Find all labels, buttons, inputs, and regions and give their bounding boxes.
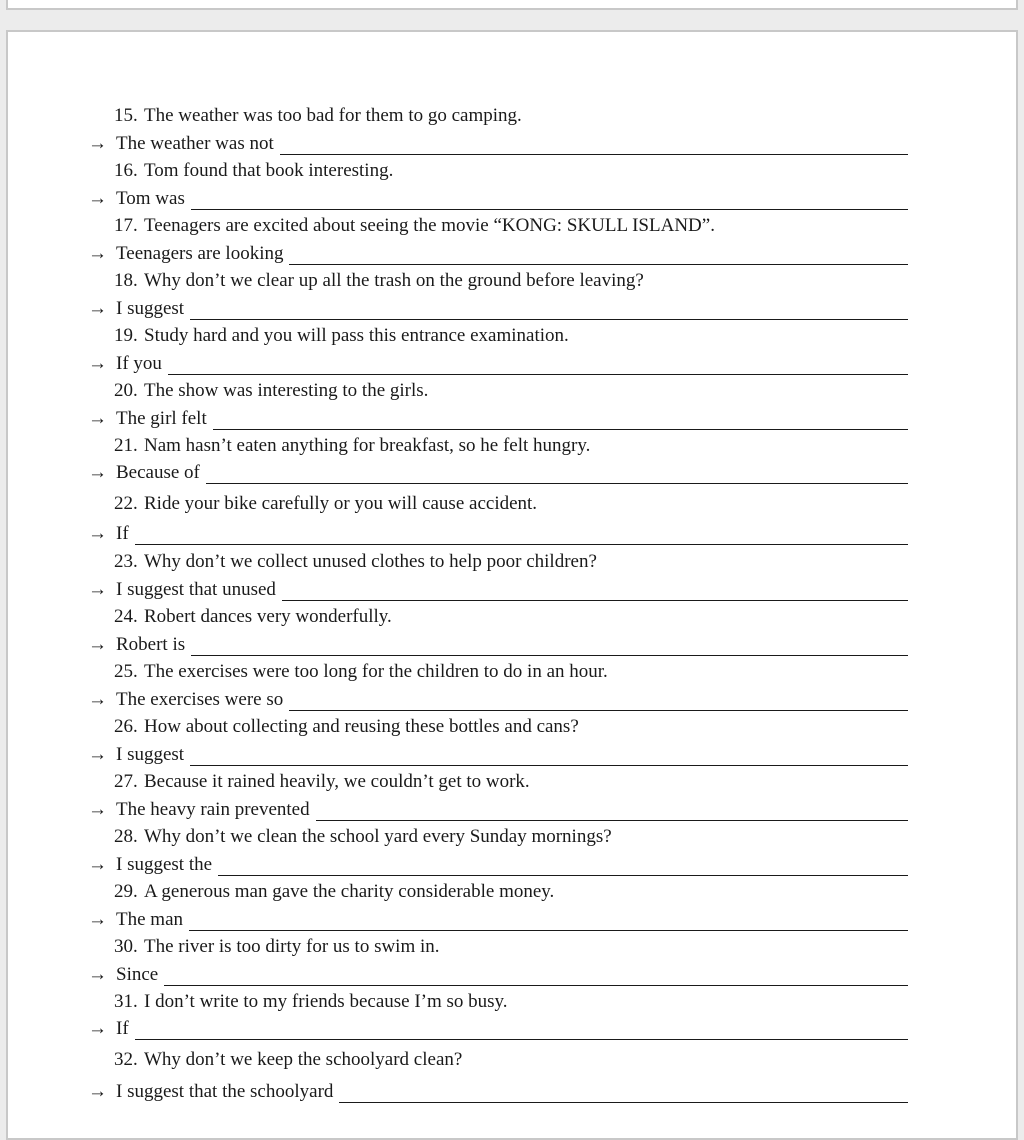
answer-blank[interactable] xyxy=(289,246,908,265)
answer-blank[interactable] xyxy=(164,967,908,986)
answer-blank[interactable] xyxy=(282,582,908,601)
question-number: 28. xyxy=(114,826,138,847)
question-line xyxy=(114,270,644,292)
answer-stem: I suggest that unused xyxy=(116,579,276,600)
answer-blank[interactable] xyxy=(289,692,908,711)
question-text: The weather was too bad for them to go camping. xyxy=(144,105,522,126)
arrow-icon: → xyxy=(88,1018,107,1039)
arrow-icon: → xyxy=(88,462,107,483)
answer-stem: The weather was not xyxy=(116,133,274,154)
question-text: Ride your bike carefully or you will cause accident. xyxy=(144,493,538,514)
question-number: 32. xyxy=(114,1049,138,1070)
answer-line xyxy=(88,188,908,210)
question-text: The show was interesting to the girls. xyxy=(144,380,429,401)
question-text: Tom found that book interesting. xyxy=(144,160,394,181)
answer-line xyxy=(88,462,908,484)
answer-blank[interactable] xyxy=(191,637,908,656)
question-text: A generous man gave the charity considerable money. xyxy=(144,881,555,902)
arrow-icon: → xyxy=(88,188,107,209)
question-text: Robert dances very wonderfully. xyxy=(144,606,392,627)
question-text: I don’t write to my friends because I’m so busy. xyxy=(144,991,508,1012)
question-line xyxy=(114,881,554,903)
question-line xyxy=(114,380,428,402)
question-number: 22. xyxy=(114,493,138,514)
document-page xyxy=(6,30,1018,1140)
answer-blank[interactable] xyxy=(339,1084,908,1103)
question-number: 20. xyxy=(114,380,138,401)
answer-blank[interactable] xyxy=(190,301,908,320)
question-number: 17. xyxy=(114,215,138,236)
question-number: 24. xyxy=(114,606,138,627)
question-number: 21. xyxy=(114,435,138,456)
answer-line xyxy=(88,854,908,876)
arrow-icon: → xyxy=(88,133,107,154)
question-text: Nam hasn’t eaten anything for breakfast, so he felt hungry. xyxy=(144,435,591,456)
answer-line xyxy=(88,744,908,766)
arrow-icon: → xyxy=(88,408,107,429)
question-line xyxy=(114,160,393,182)
question-line xyxy=(114,1049,462,1071)
question-text: Why don’t we clean the school yard every Sunday mornings? xyxy=(144,826,612,847)
question-line xyxy=(114,826,612,848)
answer-stem: If xyxy=(116,523,129,544)
answer-stem: I suggest xyxy=(116,744,185,765)
answer-line xyxy=(88,133,908,155)
question-number: 15. xyxy=(114,105,138,126)
answer-line xyxy=(88,523,908,545)
question-number: 19. xyxy=(114,325,138,346)
arrow-icon: → xyxy=(88,964,107,985)
question-text: Teenagers are excited about seeing the movie “KONG: SKULL ISLAND”. xyxy=(144,215,715,236)
answer-line xyxy=(88,408,908,430)
arrow-icon: → xyxy=(88,744,107,765)
answer-stem: The man xyxy=(116,909,184,930)
arrow-icon: → xyxy=(88,799,107,820)
answer-stem: Robert is xyxy=(116,634,186,655)
arrow-icon: → xyxy=(88,353,107,374)
question-line xyxy=(114,435,590,457)
answer-stem: If you xyxy=(116,353,162,374)
question-text: Why don’t we clear up all the trash on the ground before leaving? xyxy=(144,270,644,291)
answer-line xyxy=(88,909,908,931)
question-number: 18. xyxy=(114,270,138,291)
answer-blank[interactable] xyxy=(316,802,908,821)
question-text: Why don’t we collect unused clothes to help poor children? xyxy=(144,551,597,572)
answer-stem: Teenagers are looking xyxy=(116,243,284,264)
question-text: The river is too dirty for us to swim in. xyxy=(144,936,440,957)
question-text: The exercises were too long for the children to do in an hour. xyxy=(144,661,608,682)
arrow-icon: → xyxy=(88,579,107,600)
answer-line xyxy=(88,579,908,601)
question-line xyxy=(114,771,530,793)
question-number: 29. xyxy=(114,881,138,902)
arrow-icon: → xyxy=(88,1081,107,1102)
answer-blank[interactable] xyxy=(191,191,908,210)
arrow-icon: → xyxy=(88,523,107,544)
answer-blank[interactable] xyxy=(218,857,908,876)
answer-line xyxy=(88,353,908,375)
answer-blank[interactable] xyxy=(206,465,908,484)
question-line xyxy=(114,493,537,515)
question-number: 26. xyxy=(114,716,138,737)
answer-stem: Tom was xyxy=(116,188,185,209)
answer-stem: Because of xyxy=(116,462,200,483)
question-number: 23. xyxy=(114,551,138,572)
answer-stem: The girl felt xyxy=(116,408,207,429)
answer-stem: I suggest the xyxy=(116,854,213,875)
question-number: 16. xyxy=(114,160,138,181)
answer-blank[interactable] xyxy=(135,1021,908,1040)
question-line xyxy=(114,325,569,347)
answer-stem: The heavy rain prevented xyxy=(116,799,310,820)
arrow-icon: → xyxy=(88,689,107,710)
question-number: 30. xyxy=(114,936,138,957)
answer-line xyxy=(88,1018,908,1040)
question-text: Why don’t we keep the schoolyard clean? xyxy=(144,1049,463,1070)
answer-line xyxy=(88,1081,908,1103)
answer-line xyxy=(88,799,908,821)
arrow-icon: → xyxy=(88,634,107,655)
answer-blank[interactable] xyxy=(280,136,908,155)
question-number: 25. xyxy=(114,661,138,682)
question-text: Study hard and you will pass this entrance examination. xyxy=(144,325,569,346)
question-line xyxy=(114,991,508,1013)
question-line xyxy=(114,105,522,127)
answer-stem: The exercises were so xyxy=(116,689,284,710)
question-text: How about collecting and reusing these bottles and cans? xyxy=(144,716,579,737)
answer-blank[interactable] xyxy=(213,411,908,430)
answer-line xyxy=(88,634,908,656)
question-line xyxy=(114,716,579,738)
question-line xyxy=(114,936,440,958)
question-text: Because it rained heavily, we couldn’t get to work. xyxy=(144,771,530,792)
question-line xyxy=(114,661,608,683)
previous-page-edge xyxy=(6,0,1018,10)
answer-line xyxy=(88,689,908,711)
answer-stem: I suggest xyxy=(116,298,185,319)
arrow-icon: → xyxy=(88,909,107,930)
question-line xyxy=(114,606,392,628)
answer-blank[interactable] xyxy=(168,356,908,375)
answer-stem: If xyxy=(116,1018,129,1039)
arrow-icon: → xyxy=(88,854,107,875)
answer-blank[interactable] xyxy=(189,912,908,931)
arrow-icon: → xyxy=(88,243,107,264)
arrow-icon: → xyxy=(88,298,107,319)
answer-stem: Since xyxy=(116,964,159,985)
answer-blank[interactable] xyxy=(190,747,908,766)
question-line xyxy=(114,551,597,573)
answer-line xyxy=(88,243,908,265)
question-line xyxy=(114,215,715,237)
answer-line xyxy=(88,298,908,320)
answer-blank[interactable] xyxy=(135,526,908,545)
answer-line xyxy=(88,964,908,986)
answer-stem: I suggest that the schoolyard xyxy=(116,1081,334,1102)
question-number: 27. xyxy=(114,771,138,792)
question-number: 31. xyxy=(114,991,138,1012)
